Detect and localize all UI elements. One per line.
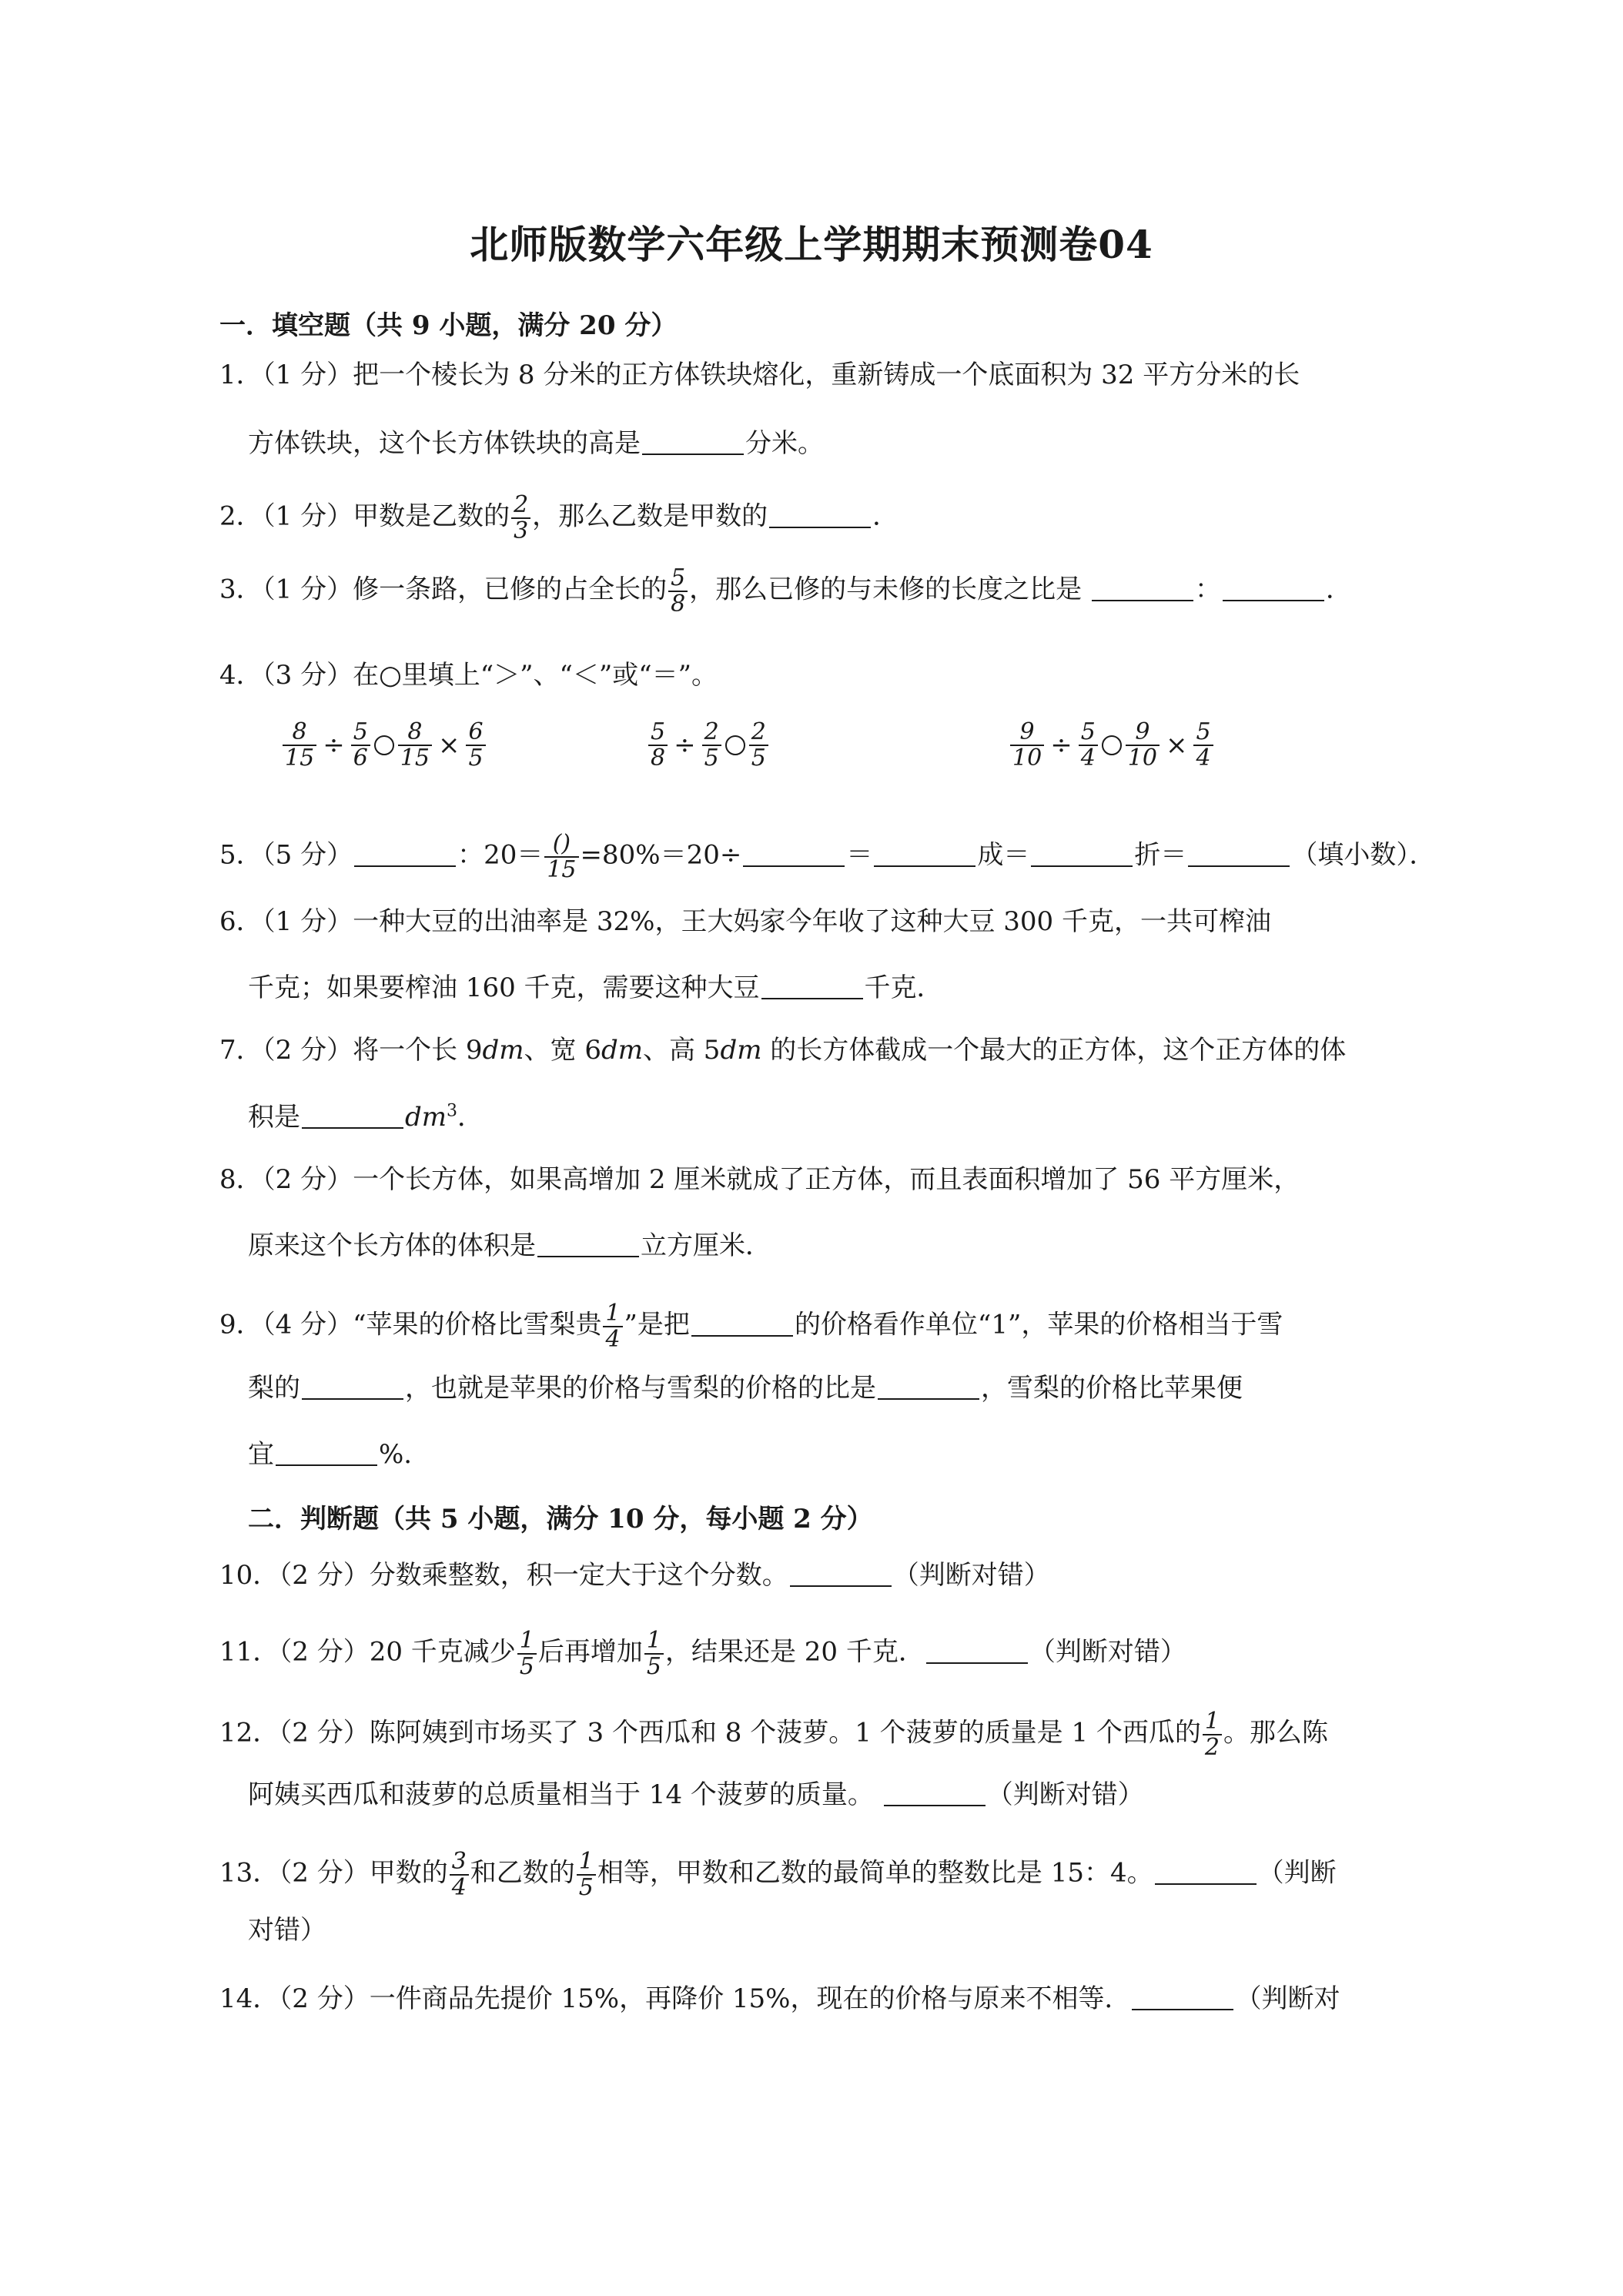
answer-blank[interactable] [1092, 574, 1193, 601]
answer-blank[interactable] [761, 972, 863, 999]
fraction: $\frac{5}{6}$ [351, 720, 370, 770]
question-2: 2．（1 分）甲数是乙数的 $\frac{2}{3}$ ，那么乙数是甲数的 ． [219, 491, 899, 544]
answer-blank[interactable] [1132, 1983, 1233, 2010]
question-7-line-1: 7．（2 分）将一个长 9dm、宽 6dm、高 5dm 的长方体截成一个最大的正方体，这个正方体的体 [219, 1035, 1347, 1066]
fraction: $\frac{2}{3}$ [511, 493, 530, 543]
question-6-line-2: 千克；如果要榨油 160 千克，需要这种大豆 千克． [248, 972, 943, 1003]
question-8-line-2: 原来这个长方体的体积是 立方厘米． [248, 1230, 771, 1261]
question-13-line-1: 13．（2 分）甲数的 $\frac{3}{4}$ 和乙数的 $\frac{1}{5}$ 相等，甲数和乙数的最简单的整数比是 15：4。 （判断 [219, 1848, 1337, 1901]
question-14: 14．（2 分）一件商品先提价 15%，再降价 15%，现在的价格与原来不相等． （判断对 [219, 1983, 1340, 2014]
fraction: $\frac{2}{5}$ [702, 720, 721, 770]
answer-blank[interactable] [537, 1230, 639, 1257]
question-4: 4．（3 分）在○里填上“＞”、“＜”或“＝”。 [219, 660, 718, 691]
answer-blank[interactable] [691, 1309, 793, 1337]
fraction: $\frac{5}{4}$ [1193, 720, 1213, 770]
fraction: $\frac{()}{15}$ [544, 832, 578, 882]
answer-blank[interactable] [743, 839, 845, 867]
question-10: 10．（2 分）分数乘整数，积一定大于这个分数。 （判断对错） [219, 1560, 1050, 1591]
fraction: $\frac{1}{5}$ [577, 1849, 596, 1899]
answer-blank[interactable] [790, 1559, 892, 1587]
question-8-line-1: 8．（2 分）一个长方体，如果高增加 2 厘米就成了正方体，而且表面积增加了 56 平方厘米， [219, 1164, 1300, 1195]
answer-blank[interactable] [1031, 839, 1133, 867]
comparison-expression-1: $\frac{8}{15}$ ÷ $\frac{5}{6}$ $\frac{8}{15}$ × $\frac{6}{5}$ [281, 720, 487, 770]
comparison-expression-2: $\frac{5}{8}$ ÷ $\frac{2}{5}$ $\frac{2}{5}$ [647, 720, 770, 770]
answer-blank[interactable] [926, 1636, 1028, 1664]
question-1-line-1: 1．（1 分）把一个棱长为 8 分米的正方体铁块熔化，重新铸成一个底面积为 32 平方分米的长 [219, 360, 1300, 390]
question-9-line-3: 宜 %. [248, 1439, 413, 1470]
question-12-line-2: 阿姨买西瓜和菠萝的总质量相当于 14 个菠萝的质量。 （判断对错） [248, 1779, 1144, 1810]
answer-blank[interactable] [354, 839, 456, 867]
fraction: $\frac{8}{15}$ [398, 720, 432, 770]
answer-blank[interactable] [874, 839, 975, 867]
answer-blank[interactable] [1155, 1857, 1257, 1885]
fraction: $\frac{9}{10}$ [1126, 720, 1160, 770]
answer-blank[interactable] [1223, 574, 1324, 601]
answer-blank[interactable] [276, 1438, 377, 1466]
question-6-line-1: 6．（1 分）一种大豆的出油率是 32%，王大妈家今年收了这种大豆 300 千克，一共可榨油 [219, 906, 1271, 937]
comparison-expression-3: $\frac{9}{10}$ ÷ $\frac{5}{4}$ $\frac{9}{10}$ × $\frac{5}{4}$ [1009, 720, 1215, 770]
fraction: $\frac{1}{5}$ [644, 1628, 664, 1678]
question-12-line-1: 12．（2 分）陈阿姨到市场买了 3 个西瓜和 8 个菠萝。1 个菠萝的质量是 1 个西瓜的 $\frac{1}{2}$ 。那么陈 [219, 1708, 1328, 1761]
fraction: $\frac{5}{8}$ [668, 566, 688, 616]
answer-blank[interactable] [302, 1101, 403, 1129]
compare-circle[interactable] [374, 735, 394, 755]
fraction: $\frac{1}{2}$ [1203, 1709, 1222, 1759]
question-11: 11．（2 分）20 千克减少 $\frac{1}{5}$ 后再增加 $\frac{1}{5}$ ，结果还是 20 千克． （判断对错） [219, 1627, 1186, 1680]
answer-blank[interactable] [878, 1372, 979, 1400]
answer-blank[interactable] [769, 500, 871, 528]
question-1-line-2: 方体铁块，这个长方体铁块的高是 分米。 [248, 428, 824, 459]
compare-circle[interactable] [1102, 735, 1122, 755]
fraction: $\frac{6}{5}$ [466, 720, 485, 770]
answer-blank[interactable] [1188, 839, 1290, 867]
fraction: $\frac{5}{4}$ [1079, 720, 1098, 770]
question-9-line-2: 梨的 ，也就是苹果的价格与雪梨的价格的比是 ，雪梨的价格比苹果便 [248, 1373, 1243, 1404]
question-7-line-2: 积是 $dm^3$． [248, 1101, 484, 1133]
section-heading-fill-in: 一．填空题（共 9 小题，满分 20 分） [219, 310, 678, 341]
fraction: $\frac{3}{4}$ [450, 1849, 469, 1899]
compare-circle[interactable] [725, 735, 745, 755]
fraction: $\frac{1}{4}$ [603, 1301, 622, 1351]
fraction: $\frac{5}{8}$ [648, 720, 668, 770]
fraction: $\frac{2}{5}$ [749, 720, 768, 770]
answer-blank[interactable] [884, 1779, 986, 1806]
section-heading-true-false: 二．判断题（共 5 小题，满分 10 分，每小题 2 分） [248, 1504, 873, 1535]
question-3: 3．（1 分）修一条路，已修的占全长的 $\frac{5}{8}$ ，那么已修的与未修的长度之比是 ： ． [219, 564, 1352, 618]
page-title: 北师版数学六年级上学期期末预测卷04 [470, 222, 1153, 267]
fraction: $\frac{1}{5}$ [517, 1628, 537, 1678]
fraction: $\frac{9}{10}$ [1010, 720, 1044, 770]
fraction: $\frac{8}{15}$ [283, 720, 316, 770]
answer-blank[interactable] [302, 1372, 403, 1400]
answer-blank[interactable] [642, 427, 744, 455]
question-9-line-1: 9．（4 分）“苹果的价格比雪梨贵 $\frac{1}{4}$ ”是把 的价格看作单位“1”，苹果的价格相当于雪 [219, 1300, 1283, 1353]
question-13-line-2: 对错） [248, 1915, 326, 1946]
question-5: 5．（5 分） ：20＝ $\frac{()}{15}$ =80%＝20÷ ＝ 成＝ 折＝ （填小数）． [219, 830, 1436, 883]
